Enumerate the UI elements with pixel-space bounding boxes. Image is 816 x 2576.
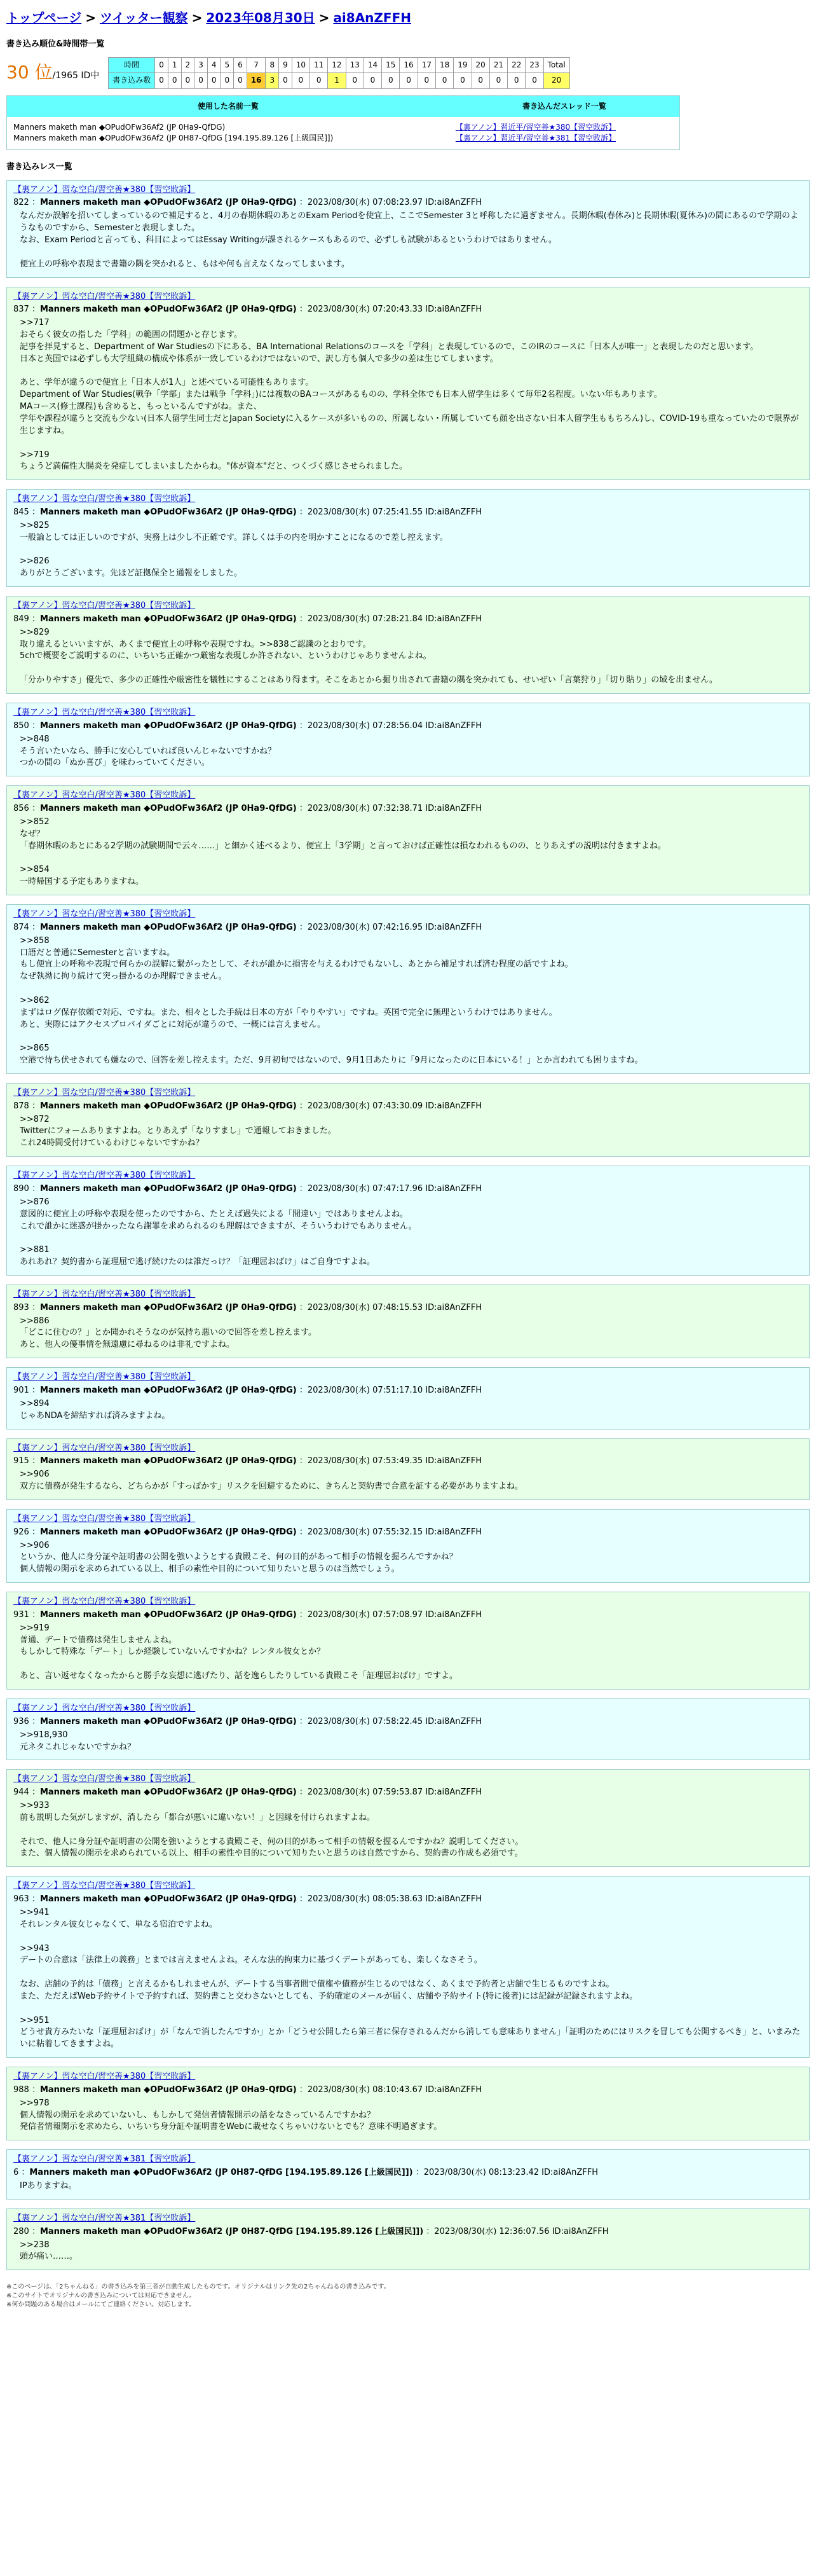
post-body: >>858 口語だと普通にSemesterと言いますね。 もし便宜上の呼称や表現で何らかの誤解に繋がったとして、それが誰かに損害を与えるわけでもないし、あとから補足すれば済む程度の話ですよね。 なぜ執拗に拘り続けて突っ掛かるのか理解できません。 >>862 まずはログ保存依頼で対応、ですね。また、相々とした手続は日本の方が「やりやすい」ですね。英国で完全に無理というわけではありません。 あと、実際にはアクセスプロバイダごとに対応が違うので、一概には言えません。 >>865 空港で待ち伏せされても嫌なので、回答を差し控えます。ただ、9月初旬ではないので、9月1日あたりに「9月になったのに日本にいる！」とか言われても困りますね。: [20, 935, 643, 1066]
post-number: 890: [13, 1184, 29, 1194]
post-date: 2023/08/30(水) 07:57:08.97 ID:ai8AnZFFH: [307, 1609, 482, 1620]
post-date: 2023/08/30(水) 07:58:22.45 ID:ai8AnZFFH: [307, 1716, 482, 1726]
post-separator: ：: [296, 614, 308, 624]
post-separator: ：: [296, 922, 308, 932]
post-body: >>852 なぜ？ 「春期休暇のあとにある2学期の試験期間で云々……」と細かく述べるより、便宜上「3学期」と言っておけば正確性は損なわれるものの、とりあえずの説明は付きますよね。 >>854 一時帰国する予定もありますね。: [20, 816, 667, 887]
res-post: [6, 1438, 810, 1500]
post-separator: ：: [296, 1184, 308, 1194]
post-date: 2023/08/30(水) 08:10:43.67 ID:ai8AnZFFH: [307, 2084, 482, 2095]
post-body: >>717 おそらく彼女の指した「学科」の範囲の問題かと存じます。 記事を拝見すると、Department of War Studiesの下にある、BA International Relationsのコースを「学科」と表現しているので、このIRのコースに「日本人が唯一」と表現したのだと思います。 日本と英国では必ずしも大学組織の構成や体系が一致しているわけではないので、訳し方も個人で多少の差は生じてしまいます。 あと、学年が違うので便宜上「日本人が1人」と述べている可能性もあります。 Department of War Studies(戦争「学部」または戦争「学科」)には複数のBAコースがあるものの、学科全体でも日本人留学生は多くて毎年2名程度。いない年もあります。 MAコース(修士課程)も含めると、もっといるんですがね。また、 学年や課程が違うと交流も少ない(日本人留学生同士だとJapan Societyに入るケースが多いものの、所属しない・所属していても顔を出さない日本人留学生ももちろん)し、COVID-19も重なっていたので限界が生じますね。 >>719 ちょうど満備性大腸炎を発症してしまいましたからね。"体が資本"だと、つくづく感じさせられました。: [20, 318, 799, 472]
post-body: >>886 「どこに住むの？」とか聞かれそうなのが気持ち悪いので回答を差し控えます。 あと、他人の優事情を無遠慮に尋ねるのは非礼ですよね。: [20, 1316, 316, 1350]
hour-cell: 7: [247, 57, 266, 72]
post-number: 878: [13, 1101, 29, 1111]
rank-section-title: 書き込み順位&時間帯一覧: [6, 39, 105, 49]
post-separator: ：: [29, 1527, 40, 1537]
post-separator: ：: [29, 2084, 40, 2095]
footer-line: ※このページは、「2ちゃんねる」の書き込みを第三者が自動生成したものです。オリジナルはリンク先の2ちゃんねるの書き込みです。: [6, 2283, 390, 2291]
post-author: Manners maketh man ◆OPudOFw36Af2 (JP 0Ha9-QfDG): [39, 305, 297, 315]
footer-line: ※何か問題のある場合はメールにてご連絡ください。対応します。: [6, 2301, 196, 2309]
hour-cell: 10: [292, 57, 309, 72]
res-post: [6, 287, 810, 481]
post-separator: ：: [29, 804, 40, 814]
post-separator: ：: [296, 1894, 308, 1904]
count-cell: 16: [247, 73, 266, 88]
post-date: 2023/08/30(水) 07:47:17.96 ID:ai8AnZFFH: [307, 1184, 482, 1194]
hour-cell: 8: [266, 57, 279, 72]
hour-cell: 4: [207, 57, 221, 72]
res-post: [6, 1876, 810, 2058]
post-separator: ：: [412, 2168, 424, 2178]
footer: [6, 2283, 810, 2310]
post-number: 845: [13, 507, 29, 518]
post-thread-link[interactable]: 【裏アノン】習な空白/習空善★380【習空敗訴】: [13, 1289, 196, 1299]
post-separator: ：: [296, 1385, 308, 1395]
count-cell: 0: [382, 73, 400, 88]
post-body: >>906 双方に債務が発生するなら、どちらかが「すっぽかす」リスクを回避するために、きちんと契約書で合意を証する必要がありますよね。: [20, 1470, 523, 1492]
res-post: [6, 489, 810, 587]
res-section-title: 書き込みレス一覧: [6, 162, 72, 172]
post-body: IPありますね。: [20, 2181, 77, 2191]
post-thread-link[interactable]: 【裏アノン】習な空白/習空善★380【習空敗訴】: [13, 1704, 196, 1714]
res-post: [6, 2208, 810, 2270]
hour-cell: 15: [382, 57, 400, 72]
hour-cell: 9: [279, 57, 292, 72]
post-thread-link[interactable]: 【裏アノン】習な空白/習空善★380【習空敗訴】: [13, 1372, 196, 1382]
names-cell: [7, 117, 449, 149]
hour-cell: 17: [418, 57, 435, 72]
hour-cell: 1: [168, 57, 181, 72]
post-date: 2023/08/30(水) 07:51:17.10 ID:ai8AnZFFH: [307, 1385, 482, 1395]
post-date: 2023/08/30(水) 07:53:49.35 ID:ai8AnZFFH: [307, 1456, 482, 1466]
post-date: 2023/08/30(水) 07:08:23.97 ID:ai8AnZFFH: [307, 198, 482, 208]
post-body: >>825 一般論としては正しいのですが、実務上は少し不正確です。詳しくは手の内を明かすことになるので差し控えます。 >>826 ありがとうございます。先ほど証拠保全と通報をしました。: [20, 520, 448, 579]
post-author: Manners maketh man ◆OPudOFw36Af2 (JP 0Ha9-QfDG): [39, 614, 297, 624]
post-separator: ：: [29, 1609, 40, 1620]
breadcrumb-date-link[interactable]: 2023年08月30日: [206, 10, 315, 25]
post-author: Manners maketh man ◆OPudOFw36Af2 (JP 0Ha9-QfDG): [39, 720, 297, 731]
rank-value: 30 位/1965 ID中: [6, 62, 100, 83]
post-separator: ：: [296, 2084, 308, 2095]
hour-cell: Total: [543, 57, 569, 72]
post-number: 944: [13, 1787, 29, 1798]
res-post: [6, 1083, 810, 1157]
post-thread-link[interactable]: 【裏アノン】習な空白/習空善★380【習空敗訴】: [13, 909, 196, 919]
post-separator: ：: [29, 507, 40, 518]
hour-cell: 23: [526, 57, 543, 72]
post-separator: ：: [296, 720, 308, 731]
post-number: 893: [13, 1302, 29, 1312]
hour-row-label: 時間: [109, 57, 155, 72]
res-post: [6, 180, 810, 278]
post-separator: ：: [296, 804, 308, 814]
post-separator: ：: [29, 1716, 40, 1726]
count-cell: 0: [155, 73, 168, 88]
count-cell: 0: [472, 73, 489, 88]
thread-link[interactable]: 【裏アノン】習近平/習空善★381【習空敗訴】: [455, 134, 616, 143]
post-date: 2023/08/30(水) 07:20:43.33 ID:ai8AnZFFH: [307, 305, 482, 315]
post-author: Manners maketh man ◆OPudOFw36Af2 (JP 0Ha9-QfDG): [39, 1787, 297, 1798]
threads-cell: [449, 117, 680, 149]
post-body: >>919 普通、デートで債務は発生しませんよね。 もしかして特殊な「デート」しか経験していないんですかね？レンタル彼女とか？ あと、言い返せなくなったからと勝手な妄想に逃げたり、話を逸らしたりしている貴殿こそ「証理屈おばけ」ですよ。: [20, 1623, 458, 1681]
post-thread-link[interactable]: 【裏アノン】習な空白/習空善★380【習空敗訴】: [13, 1443, 196, 1453]
breadcrumb: [6, 9, 810, 27]
post-body: >>829 取り違えるといいますが、あくまで便宜上の呼称や表現ですね。>>838ご認識のとおりです。 5chで概要をご説明するのに、いちいち正確かつ厳密な表現しか許されない、というわけじゃありませんよね。 「分かりやすさ」優先で、多少の正確性や厳密性を犠牲にすることはあり得ます。そこをあとから掘り出されて書籍の隅を突かれても、せいぜい「言葉狩り」「切り貼り」の域を出ません。: [20, 627, 717, 685]
post-separator: ：: [296, 1101, 308, 1111]
post-author: Manners maketh man ◆OPudOFw36Af2 (JP 0Ha9-QfDG): [39, 1527, 297, 1537]
post-author: Manners maketh man ◆OPudOFw36Af2 (JP 0Ha9-QfDG): [39, 1716, 297, 1726]
post-date: 2023/08/30(水) 07:48:15.53 ID:ai8AnZFFH: [307, 1302, 482, 1312]
post-separator: ：: [296, 198, 308, 208]
count-cell: 0: [454, 73, 472, 88]
post-separator: ：: [29, 1184, 40, 1194]
post-separator: ：: [29, 1302, 40, 1312]
count-cell: 0: [168, 73, 181, 88]
name-entry: Manners maketh man ◆OPudOFw36Af2 (JP 0Ha9-QfDG): [13, 123, 226, 132]
count-cell: 3: [266, 73, 279, 88]
post-author: Manners maketh man ◆OPudOFw36Af2 (JP 0Ha9-QfDG): [39, 507, 297, 518]
post-author: Manners maketh man ◆OPudOFw36Af2 (JP 0Ha9-QfDG): [39, 1894, 297, 1904]
post-separator: ：: [296, 1609, 308, 1620]
post-date: 2023/08/30(水) 07:25:41.55 ID:ai8AnZFFH: [307, 507, 482, 518]
post-date: 2023/08/30(水) 07:28:56.04 ID:ai8AnZFFH: [307, 720, 482, 731]
count-cell: 0: [234, 73, 247, 88]
count-cell: 0: [310, 73, 328, 88]
hour-cell: 18: [435, 57, 453, 72]
post-number: 931: [13, 1609, 29, 1620]
count-cell: 20: [543, 73, 569, 88]
post-thread-link[interactable]: 【裏アノン】習な空白/習空善★380【習空敗訴】: [13, 184, 196, 195]
count-cell: 0: [526, 73, 543, 88]
post-separator: ：: [296, 305, 308, 315]
post-body: >>906 というか、他人に身分証や証明書の公開を強いようとする貴殿こそ、何の目的があって相手の情報を握ろんですかね？ 個人情報の開示を求められている以上、相手の素性や目的について知りたいと思うのは当然でしょう。: [20, 1540, 458, 1574]
post-body: >>918,930 元ネタこれじゃないですかね？: [20, 1730, 136, 1752]
count-cell: 0: [364, 73, 381, 88]
res-post: [6, 2149, 810, 2200]
breadcrumb-separator: >: [85, 10, 96, 25]
hour-cell: 20: [472, 57, 489, 72]
res-post: [6, 1367, 810, 1429]
post-separator: ：: [18, 2168, 30, 2178]
post-body: >>894 じゃあNDAを締結すれば済みますよね。: [20, 1398, 170, 1421]
post-separator: ：: [29, 1894, 40, 1904]
post-author: Manners maketh man ◆OPudOFw36Af2 (JP 0Ha9-QfDG): [39, 1609, 297, 1620]
res-post: [6, 1166, 810, 1276]
post-body: >>848 そう言いたいなら、勝手に安心していれば良いんじゃないですかね？ つかの間の「ぬか喜び」を味わっていてください。: [20, 734, 276, 768]
names-col-header: 使用した名前一覧: [7, 95, 449, 117]
rank-row: [6, 57, 810, 89]
hour-cell: 13: [346, 57, 364, 72]
post-author: Manners maketh man ◆OPudOFw36Af2 (JP 0Ha9-QfDG): [39, 922, 297, 932]
post-thread-link[interactable]: 【裏アノン】習な空白/習空善★381【習空敗訴】: [13, 2213, 196, 2223]
count-cell: 0: [207, 73, 221, 88]
post-author: Manners maketh man ◆OPudOFw36Af2 (JP 0Ha9-QfDG): [39, 804, 297, 814]
names-table: [6, 95, 680, 150]
post-author: Manners maketh man ◆OPudOFw36Af2 (JP 0Ha9-QfDG): [39, 1456, 297, 1466]
post-date: 2023/08/30(水) 07:43:30.09 ID:ai8AnZFFH: [307, 1101, 482, 1111]
post-separator: ：: [29, 1787, 40, 1798]
post-date: 2023/08/30(水) 07:55:32.15 ID:ai8AnZFFH: [307, 1527, 482, 1537]
res-post: [6, 904, 810, 1074]
post-separator: ：: [29, 2226, 40, 2236]
post-date: 2023/08/30(水) 08:13:23.42 ID:ai8AnZFFH: [423, 2168, 598, 2178]
post-number: 874: [13, 922, 29, 932]
post-author: Manners maketh man ◆OPudOFw36Af2 (JP 0Ha9-QfDG): [39, 1101, 297, 1111]
post-number: 6: [13, 2168, 19, 2178]
post-author: Manners maketh man ◆OPudOFw36Af2 (JP 0H87-QfDG [194.195.89.126 [上級国民]]): [39, 2226, 424, 2236]
post-separator: ：: [29, 1101, 40, 1111]
count-cell: 0: [508, 73, 526, 88]
post-thread-link[interactable]: 【裏アノン】習な空白/習空善★380【習空敗訴】: [13, 1171, 196, 1181]
post-number: 850: [13, 720, 29, 731]
post-author: Manners maketh man ◆OPudOFw36Af2 (JP 0Ha9-QfDG): [39, 198, 297, 208]
breadcrumb-separator: >: [318, 10, 330, 25]
post-author: Manners maketh man ◆OPudOFw36Af2 (JP 0H87-QfDG [194.195.89.126 [上級国民]]): [29, 2168, 413, 2178]
res-post: [6, 1769, 810, 1867]
post-separator: ：: [296, 507, 308, 518]
res-post: [6, 703, 810, 776]
post-number: 901: [13, 1385, 29, 1395]
res-post: [6, 1285, 810, 1358]
post-thread-link[interactable]: 【裏アノン】習な空白/習空善★380【習空敗訴】: [13, 790, 196, 801]
count-cell: 0: [489, 73, 507, 88]
post-number: 936: [13, 1716, 29, 1726]
post-date: 2023/08/30(水) 07:59:53.87 ID:ai8AnZFFH: [307, 1787, 482, 1798]
res-list: [6, 180, 810, 2271]
post-separator: ：: [29, 614, 40, 624]
breadcrumb-twitter-link[interactable]: ツイッター観察: [99, 10, 188, 25]
post-body: >>933 前も説明した気がしますが、消したら「都合が悪いに違いない！」と因縁を付けられますよね。 それで、他人に身分証や証明書の公開を強いようとする貴殿こそ、何の目的があって相手の情報を握るんですかね？説明してください。 また、個人情報の開示を求められている以上、相手の素性や目的について知りたいと思うのは自然ですから、契約書の作成も必須です。: [20, 1801, 524, 1859]
post-separator: ：: [29, 198, 40, 208]
post-author: Manners maketh man ◆OPudOFw36Af2 (JP 0Ha9-QfDG): [39, 2084, 297, 2095]
name-entry: Manners maketh man ◆OPudOFw36Af2 (JP 0H87-QfDG [194.195.89.126 [上級国民]]): [13, 134, 334, 143]
hour-cell: 19: [454, 57, 472, 72]
hour-cell: 21: [489, 57, 507, 72]
post-body: >>941 それレンタル彼女じゃなくて、単なる宿泊ですよね。 >>943 デートの合意は「法律上の義務」とまでは言えませんよね。そんな法的拘束力に基づくデートがあっても、楽しくなさそう。 なお、店舗の予約は「債務」と言えるかもしれませんが、デートする当事者間で債権や債務が生じるのではなく、あくまで予約者と店舗で生じるものですよね。 また、ただえばWeb予約サイトで予約すれば、契約書こと交わさないとしても、予約確定のメールが届く、店舗や予約サイト(特に後者)には記録が記録されますよね。 >>951 どうせ貴方みたいな「証理屈おばけ」が「なんで消したんですか」とか「どうせ公開したら第三者に保存されるんだから消しても意味ありません」「証明のためにはリスクを冒しても公開するべき」と、いまみたいに粘着してきますよね。: [20, 1907, 801, 2049]
post-separator: ：: [29, 922, 40, 932]
post-separator: ：: [296, 1456, 308, 1466]
footer-line: ※このサイトでオリジナルの書き込みについては対応できません。: [6, 2292, 196, 2300]
res-post: [6, 1592, 810, 1690]
post-separator: ：: [296, 1302, 308, 1312]
hour-cell: 12: [328, 57, 346, 72]
post-thread-link[interactable]: 【裏アノン】習な空白/習空善★381【習空敗訴】: [13, 2154, 196, 2165]
post-author: Manners maketh man ◆OPudOFw36Af2 (JP 0Ha9-QfDG): [39, 1184, 297, 1194]
breadcrumb-id-link[interactable]: ai8AnZFFH: [333, 10, 411, 25]
post-number: 988: [13, 2084, 29, 2095]
res-post: [6, 1509, 810, 1583]
post-thread-link[interactable]: 【裏アノン】習な空白/習空善★380【習空敗訴】: [13, 1881, 196, 1891]
post-number: 822: [13, 198, 29, 208]
count-cell: 0: [221, 73, 234, 88]
count-cell: 0: [292, 73, 309, 88]
hour-cell: 11: [310, 57, 328, 72]
post-number: 849: [13, 614, 29, 624]
breadcrumb-separator: >: [191, 10, 203, 25]
count-cell: 1: [328, 73, 346, 88]
post-date: 2023/08/30(水) 07:42:16.95 ID:ai8AnZFFH: [307, 922, 482, 932]
count-cell: 0: [418, 73, 435, 88]
hour-cell: 14: [364, 57, 381, 72]
post-separator: ：: [296, 1787, 308, 1798]
post-number: 915: [13, 1456, 29, 1466]
post-number: 926: [13, 1527, 29, 1537]
post-number: 856: [13, 804, 29, 814]
threads-col-header: 書き込んだスレッド一覧: [449, 95, 680, 117]
thread-link[interactable]: 【裏アノン】習近平/習空善★380【習空敗訴】: [455, 123, 616, 132]
hour-cell: 2: [181, 57, 194, 72]
post-date: 2023/08/30(水) 07:32:38.71 ID:ai8AnZFFH: [307, 804, 482, 814]
post-body: >>876 意図的に便宜上の呼称や表現を使ったのですから、たとえば過失による「間違い」ではありませんよね。 これで誰かに迷惑が掛かったなら謝罪を求められるのも理解はできますが、そういうわけでもありません。 >>881 あれあれ？契約書から証理屈で逃げ続けたのは誰だっけ？「証理屈おばけ」はご自身ですよね。: [20, 1197, 417, 1267]
res-post: [6, 2067, 810, 2140]
post-thread-link[interactable]: 【裏アノン】習な空白/習空善★380【習空敗訴】: [13, 708, 196, 718]
hour-cell: 0: [155, 57, 168, 72]
post-separator: ：: [29, 1456, 40, 1466]
count-row-label: 書き込み数: [109, 73, 155, 88]
count-cell: 0: [181, 73, 194, 88]
post-thread-link[interactable]: 【裏アノン】習な空白/習空善★380【習空敗訴】: [13, 1774, 196, 1784]
post-thread-link[interactable]: 【裏アノン】習な空白/習空善★380【習空敗訴】: [13, 1597, 196, 1607]
res-post: [6, 596, 810, 694]
hour-cell: 16: [400, 57, 418, 72]
res-post: [6, 1698, 810, 1760]
post-number: 280: [13, 2226, 29, 2236]
count-cell: 0: [279, 73, 292, 88]
post-thread-link[interactable]: 【裏アノン】習な空白/習空善★380【習空敗訴】: [13, 2072, 196, 2082]
post-thread-link[interactable]: 【裏アノン】習な空白/習空善★380【習空敗訴】: [13, 494, 196, 504]
hour-cell: 22: [508, 57, 526, 72]
count-cell: 0: [346, 73, 364, 88]
post-separator: ：: [29, 1385, 40, 1395]
res-post: [6, 785, 810, 895]
post-separator: ：: [296, 1527, 308, 1537]
post-body: >>238 頭が痛い……。: [20, 2240, 78, 2262]
post-body: >>978 個人情報の開示を求めていないし、もしかして発信者情報開示の話をなさっているんですかね？ 発信者情報開示を求めたら、いちいち身分証や証明書をWebに載せなくちゃいけないとでも？意味不明過ぎます。: [20, 2098, 442, 2132]
post-thread-link[interactable]: 【裏アノン】習な空白/習空善★380【習空敗訴】: [13, 601, 196, 611]
hour-cell: 5: [221, 57, 234, 72]
post-number: 837: [13, 305, 29, 315]
post-thread-link[interactable]: 【裏アノン】習な空白/習空善★380【習空敗訴】: [13, 291, 196, 301]
post-date: 2023/08/30(水) 12:36:07.56 ID:ai8AnZFFH: [434, 2226, 609, 2236]
post-date: 2023/08/30(水) 08:05:38.63 ID:ai8AnZFFH: [307, 1894, 482, 1904]
post-separator: ：: [423, 2226, 435, 2236]
post-separator: ：: [29, 720, 40, 731]
hour-cell: 3: [194, 57, 208, 72]
post-body: >>872 Twitterにフォームありますよね。とりあえず「なりすまし」で通報しておきました。 これ24時間受付けているわけじゃないですかね？: [20, 1114, 336, 1148]
count-cell: 0: [194, 73, 208, 88]
post-thread-link[interactable]: 【裏アノン】習な空白/習空善★380【習空敗訴】: [13, 1513, 196, 1524]
post-date: 2023/08/30(水) 07:28:21.84 ID:ai8AnZFFH: [307, 614, 482, 624]
post-number: 963: [13, 1894, 29, 1904]
post-author: Manners maketh man ◆OPudOFw36Af2 (JP 0Ha9-QfDG): [39, 1302, 297, 1312]
hour-table: [108, 57, 569, 89]
post-separator: ：: [296, 1716, 308, 1726]
count-cell: 0: [400, 73, 418, 88]
post-body: なんだか誤解を招いてしまっているので補足すると、4月の春期休暇のあとのExam Periodを使宜上、ここでSemester 3と呼称したに過ぎません。長期休暇(春休み)と長期休暇(夏休み)の間にあるので学期のようなものですから、Semesterと表現しました。 なお、Exam Periodと言っても、科目によってはEssay Writingが課されるケースもあるので、必ずしも試験があるというわけではありません。 便宜上の呼称や表現まで書籍の隅を突かれると、もはや何も言えなくなってしまいます。: [20, 211, 799, 269]
post-author: Manners maketh man ◆OPudOFw36Af2 (JP 0Ha9-QfDG): [39, 1385, 297, 1395]
breadcrumb-top-link[interactable]: トップページ: [6, 10, 82, 25]
hour-cell: 6: [234, 57, 247, 72]
count-cell: 0: [435, 73, 453, 88]
post-thread-link[interactable]: 【裏アノン】習な空白/習空善★380【習空敗訴】: [13, 1087, 196, 1098]
post-separator: ：: [29, 305, 40, 315]
